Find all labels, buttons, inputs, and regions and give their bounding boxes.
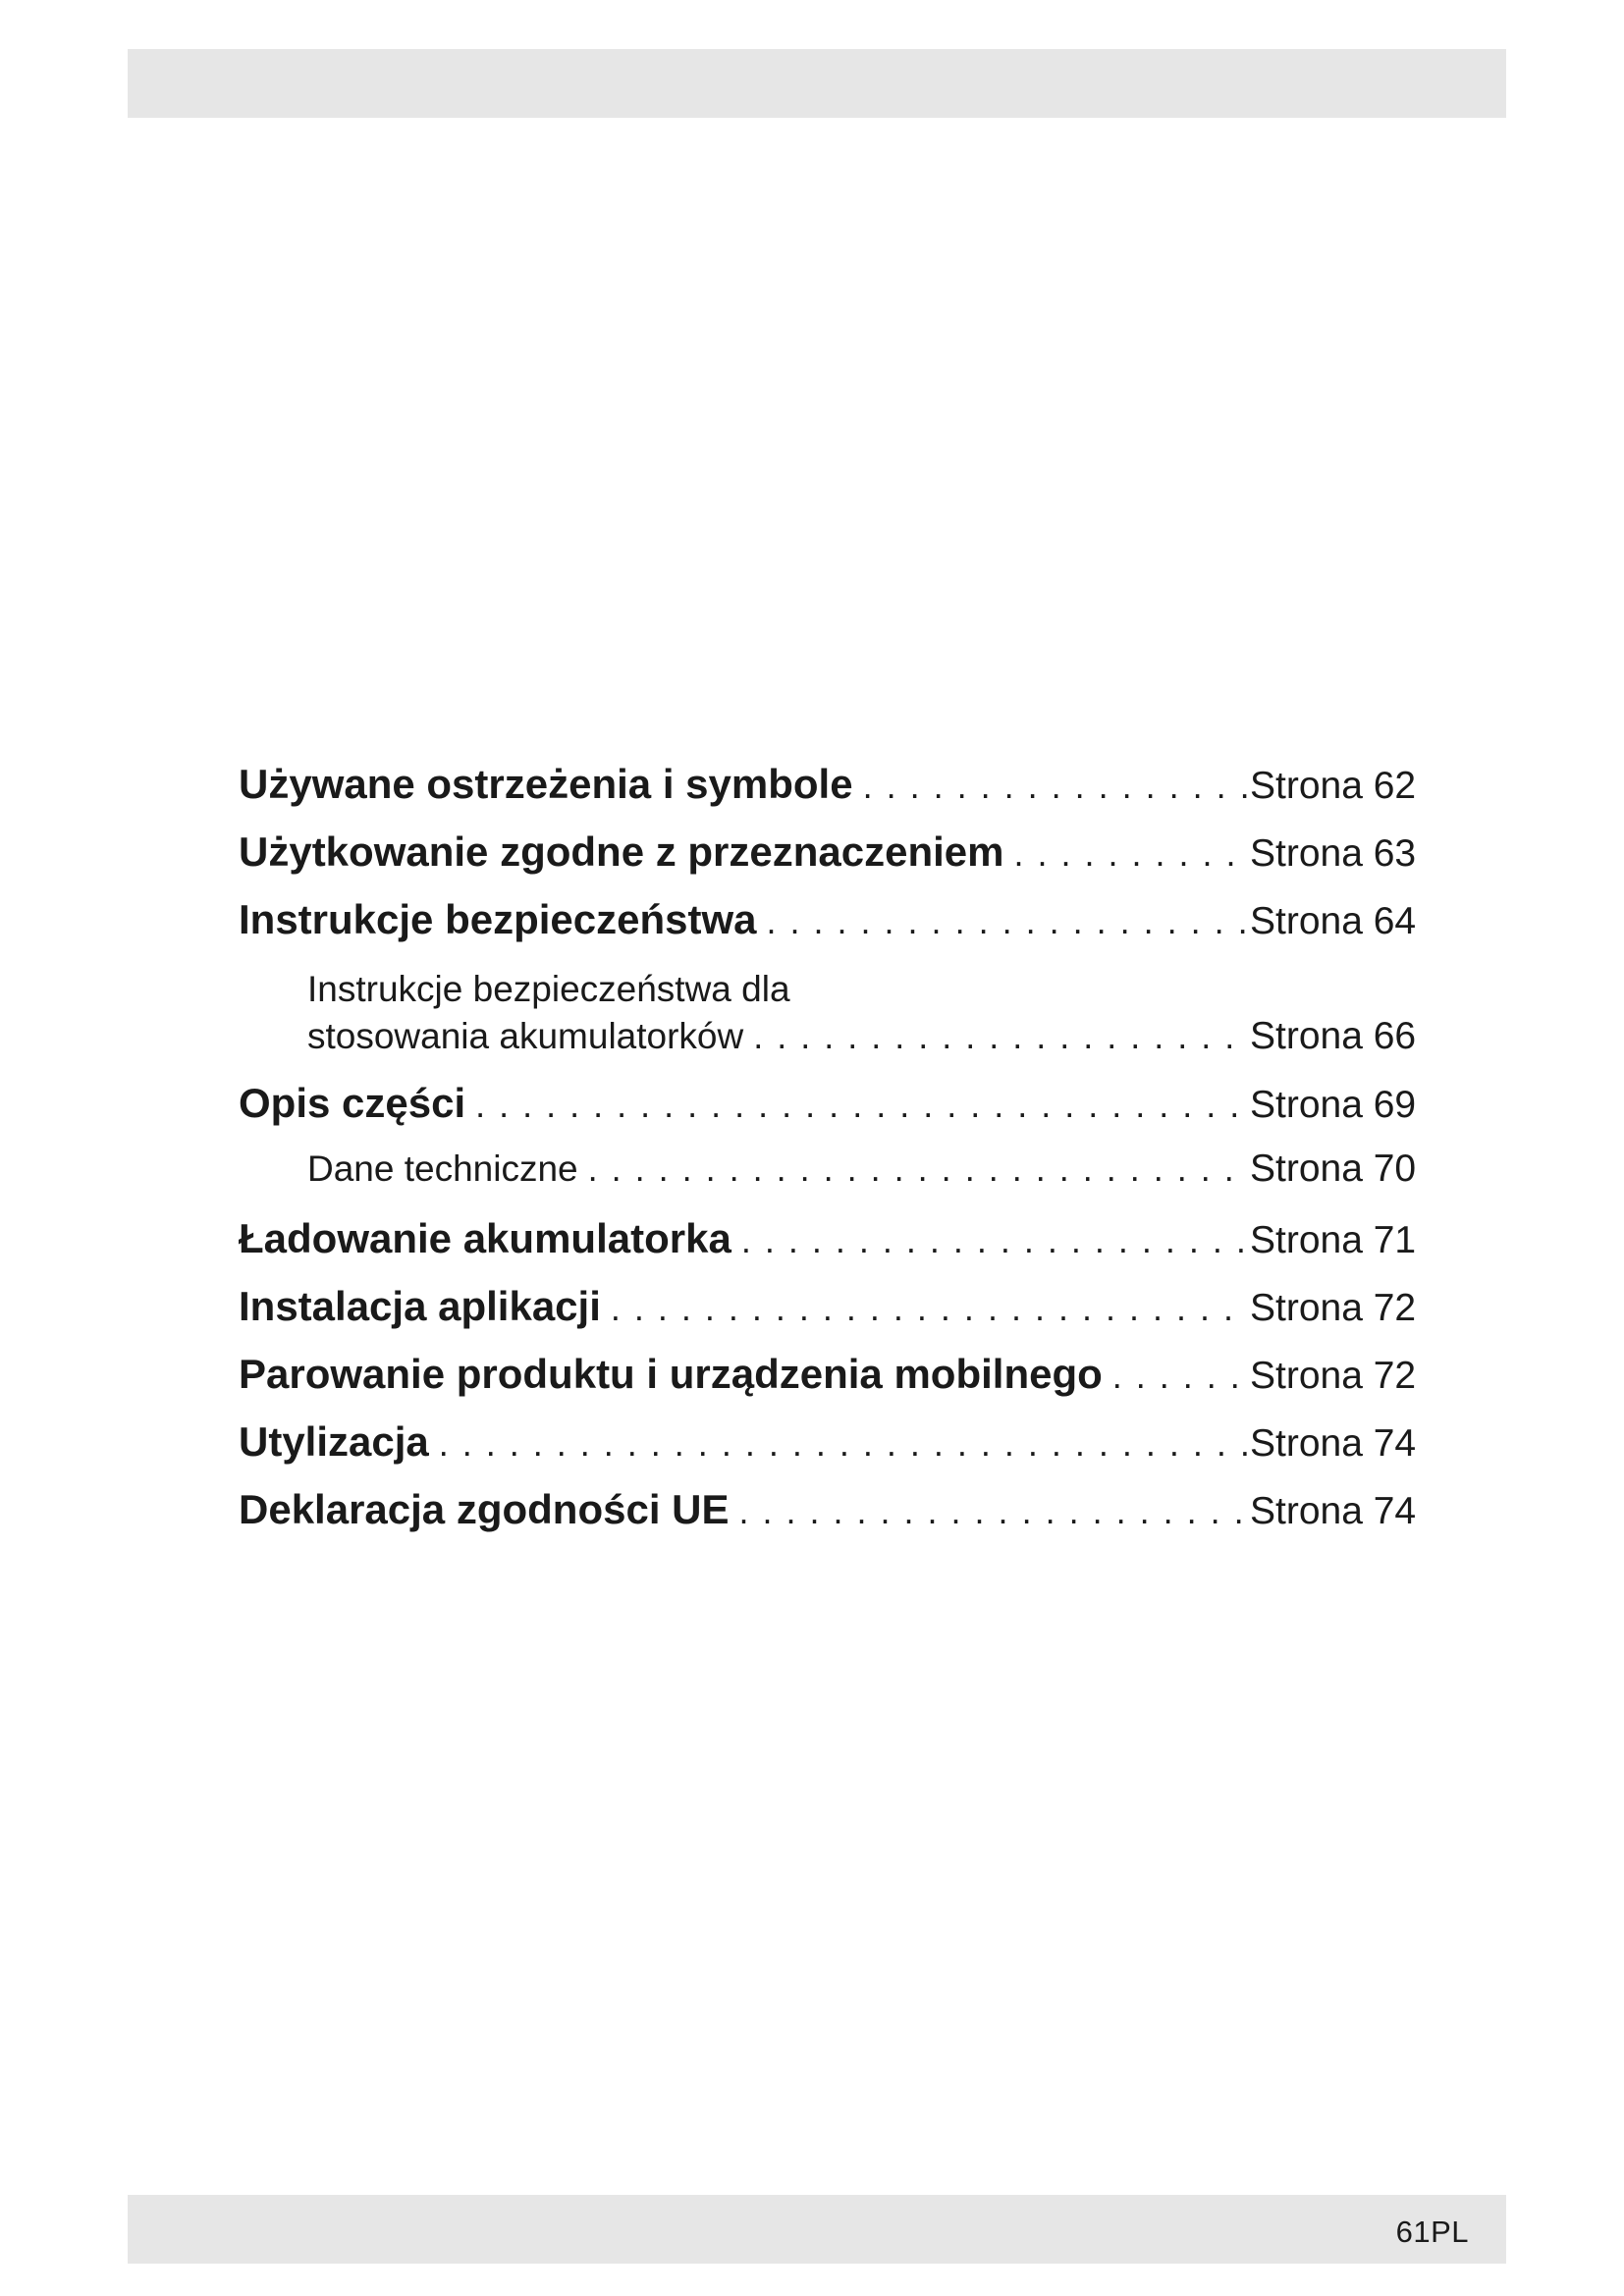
toc-entry-title: Deklaracja zgodności UE [239, 1486, 730, 1532]
leader-dots [743, 1016, 1250, 1057]
toc-entry-page: Strona 71 [1250, 1219, 1417, 1261]
toc-entry-battery-safety[interactable] [239, 964, 1446, 1080]
toc-entry-technical-data[interactable] [239, 1148, 1446, 1215]
toc-entry-page: Strona 74 [1250, 1490, 1417, 1532]
toc-entry-intended-use[interactable] [239, 828, 1446, 896]
toc-entry-title: Ładowanie akumulatorka [239, 1215, 731, 1261]
leader-dots [601, 1288, 1250, 1329]
leader-dots [578, 1148, 1250, 1190]
toc-entry-title-line2: stosowania akumulatorków [307, 1016, 744, 1056]
toc-entry-title: Instrukcje bezpieczeństwa [239, 896, 757, 942]
leader-dots [730, 1491, 1250, 1532]
toc-entry-page: Strona 64 [1250, 900, 1417, 942]
toc-entry-page: Strona 72 [1250, 1287, 1417, 1329]
toc-entry-title: Dane techniczne [307, 1148, 578, 1189]
toc-entry-title: Utylizacja [239, 1418, 429, 1465]
table-of-contents [239, 761, 1446, 1554]
toc-entry-page: Strona 66 [1250, 1015, 1417, 1057]
toc-entry-parts-description[interactable] [239, 1080, 1446, 1148]
toc-entry-title: Opis części [239, 1080, 466, 1126]
toc-entry-eu-declaration[interactable] [239, 1486, 1446, 1554]
leader-dots [731, 1220, 1250, 1261]
leader-dots [465, 1085, 1250, 1126]
leader-dots [757, 901, 1250, 942]
toc-entry-warnings-symbols[interactable] [239, 761, 1446, 828]
toc-entry-title: Parowanie produktu i urządzenia mobilnego [239, 1351, 1103, 1397]
toc-entry-page: Strona 62 [1250, 765, 1417, 807]
footer-bar [128, 2195, 1506, 2264]
page-number: 61PL [1395, 2215, 1469, 2249]
toc-entry-page: Strona 72 [1250, 1355, 1417, 1397]
toc-entry-title: Użytkowanie zgodne z przeznaczeniem [239, 828, 1004, 875]
toc-entry-title: Instalacja aplikacji [239, 1283, 601, 1329]
header-bar [128, 49, 1506, 118]
toc-entry-charging[interactable] [239, 1215, 1446, 1283]
leader-dots [853, 766, 1250, 807]
toc-entry-title: Używane ostrzeżenia i symbole [239, 761, 853, 807]
toc-entry-app-installation[interactable] [239, 1283, 1446, 1351]
toc-entry-page: Strona 74 [1250, 1422, 1417, 1465]
toc-entry-pairing[interactable] [239, 1351, 1446, 1418]
toc-entry-disposal[interactable] [239, 1418, 1446, 1486]
leader-dots [1103, 1356, 1250, 1397]
toc-entry-safety-instructions[interactable] [239, 896, 1446, 964]
toc-entry-page: Strona 70 [1250, 1148, 1417, 1190]
leader-dots [429, 1423, 1250, 1465]
toc-entry-page: Strona 63 [1250, 832, 1417, 875]
toc-entry-title-line1: Instrukcje bezpieczeństwa dla [307, 969, 790, 1009]
toc-entry-page: Strona 69 [1250, 1084, 1417, 1126]
leader-dots [1004, 833, 1250, 875]
